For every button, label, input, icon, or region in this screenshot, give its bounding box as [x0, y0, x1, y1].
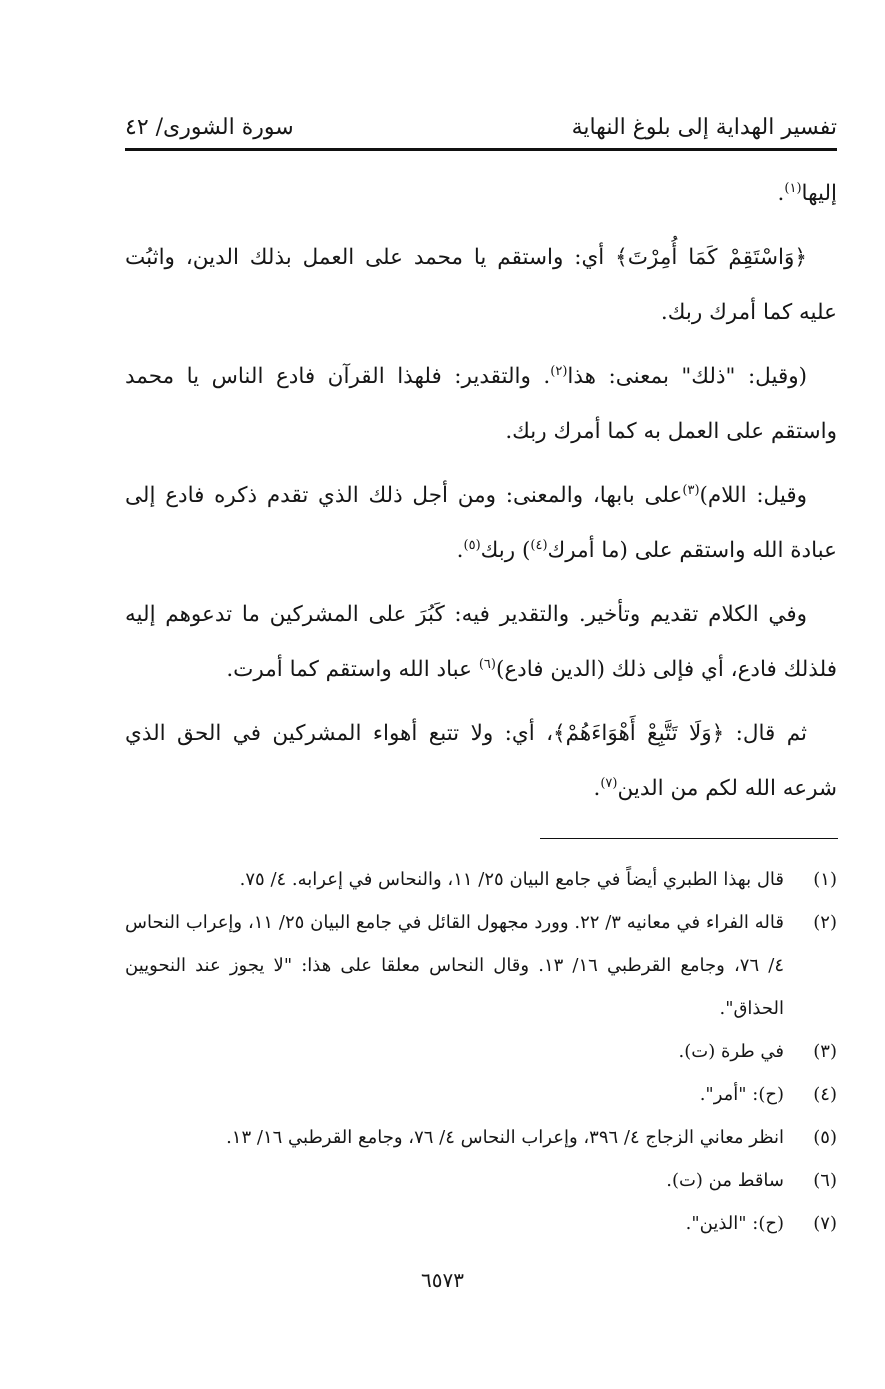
- footnote: [125, 1116, 837, 1159]
- footnote-separator: [540, 838, 838, 839]
- footnote-ref: (١): [784, 180, 802, 196]
- footnote: [125, 858, 837, 901]
- footnote-text: في طرة (ت).: [678, 1041, 784, 1062]
- header-rule: [125, 148, 837, 151]
- footnote-number: (٦): [813, 1170, 837, 1191]
- paragraph-5: وفي الكلام تقديم وتأخير. والتقدير فيه: كَبُرَ على المشركين ما تدعوهم إليه فلذلك فادع، أي فإلى ذلك (الدين فادع)$^{(٦)}$ عباد الله واستقم كما أمرت.: [125, 602, 837, 682]
- footnote-number: (٣): [813, 1041, 837, 1062]
- footnote-text: (ح): "الذين".: [685, 1213, 784, 1234]
- footnote-ref: (٤): [530, 537, 548, 553]
- paragraph-3: (وقيل: "ذلك" بمعنى: هذا$^{(٢)}$. والتقدير: فلهذا القرآن فادع الناس يا محمد واستقم على العمل به كما أمرك ربك.: [125, 363, 837, 444]
- footnote-number: (١): [813, 869, 837, 890]
- footnote-ref: (٥): [463, 537, 481, 553]
- footnote-number: (٤): [813, 1084, 837, 1105]
- main-text: [125, 166, 837, 825]
- paragraph-4: وقيل: اللام)$^{(٣)}$على بابها، والمعنى: ومن أجل ذلك الذي تقدم ذكره فادع إلى عبادة الله واستقم على (ما أمرك$^{(٤)}$) ربك$^{(٥)}$.: [125, 482, 837, 563]
- footnote: [125, 901, 837, 1030]
- footnote-text: ساقط من (ت).: [666, 1170, 784, 1191]
- paragraph-2: ﴿وَاسْتَقِمْ كَمَا أُمِرْتَ﴾ أي: واستقم يا محمد على العمل بذلك الدين، واثبُت عليه كما أمرك ربك.: [125, 245, 837, 325]
- footnote-text: انظر معاني الزجاج ٤/ ٣٩٦، وإعراب النحاس ٤/ ٧٦، وجامع القرطبي ١٦/ ١٣.: [226, 1127, 784, 1148]
- footnote-text: (ح): "أمر".: [699, 1084, 784, 1105]
- footnote: [125, 1073, 837, 1116]
- footnote-number: (٢): [813, 912, 837, 933]
- footnote: [125, 1159, 837, 1202]
- footnotes: [125, 858, 837, 1245]
- footnote-text: قال بهذا الطبري أيضاً في جامع البيان ٢٥/ ١١، والنحاس في إعرابه. ٤/ ٧٥.: [239, 869, 784, 890]
- footnote-text: قاله الفراء في معانيه ٣/ ٢٢. وورد مجهول القائل في جامع البيان ٢٥/ ١١، وإعراب النحاس ٤/ ٧٦، وجامع القرطبي ١٦/ ١٣. وقال النحاس معلقا على هذا: "لا يجوز عند النحويين الحذاق".: [125, 912, 784, 1019]
- footnote-ref: (٧): [600, 775, 618, 791]
- footnote: [125, 1202, 837, 1245]
- paragraph-1: إليها$^{(١)}$.: [777, 180, 837, 206]
- paragraph-6: ثم قال: ﴿وَلَا تَتَّبِعْ أَهْوَاءَهُمْ﴾، أي: ولا تتبع أهواء المشركين في الحق الذي شرعه الله لكم من الدين$^{(٧)}$.: [125, 721, 837, 801]
- footnote-ref: (٣): [682, 482, 700, 498]
- quran-quote: ﴿وَلَا تَتَّبِعْ أَهْوَاءَهُمْ﴾: [553, 721, 725, 746]
- surah-reference: سورة الشورى/ ٤٢: [125, 115, 294, 140]
- running-header: [125, 100, 837, 140]
- footnote-ref: (٦): [478, 656, 496, 672]
- quran-quote: ﴿وَاسْتَقِمْ كَمَا أُمِرْتَ﴾: [615, 245, 807, 270]
- footnote: [125, 1030, 837, 1073]
- page-number: ٦٥٧٣: [421, 1268, 464, 1292]
- footnote-number: (٧): [813, 1213, 837, 1234]
- book-title: تفسير الهداية إلى بلوغ النهاية: [571, 115, 837, 140]
- footnote-number: (٥): [813, 1127, 837, 1148]
- footnote-ref: (٢): [550, 363, 568, 379]
